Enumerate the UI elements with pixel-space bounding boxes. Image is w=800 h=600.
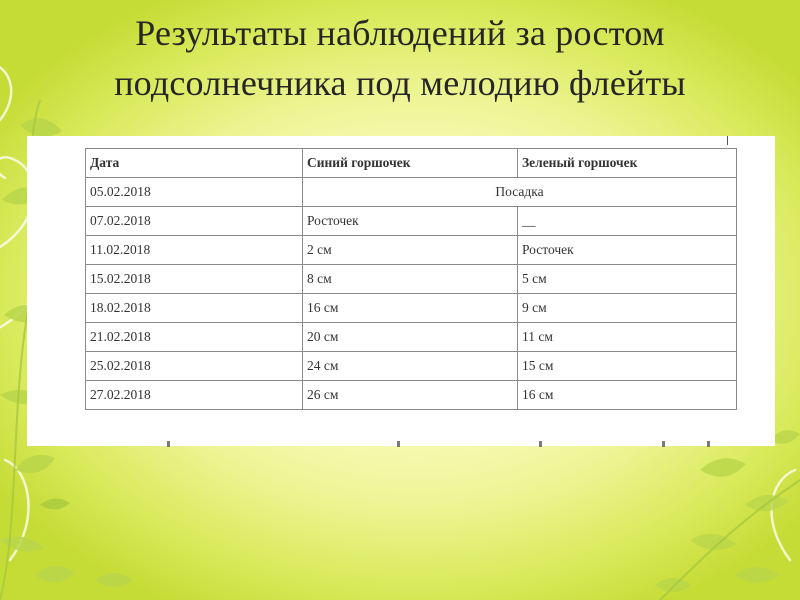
- green-pot-cell: 9 см: [518, 294, 737, 323]
- date-cell: 21.02.2018: [86, 323, 303, 352]
- table-row: [86, 265, 737, 294]
- header-date: Дата: [86, 149, 303, 178]
- date-cell: 15.02.2018: [86, 265, 303, 294]
- green-pot-cell: Росточек: [518, 236, 737, 265]
- slide-title-line-1: Результаты наблюдений за ростом: [135, 13, 665, 53]
- date-cell: 11.02.2018: [86, 236, 303, 265]
- table-row: [86, 381, 737, 410]
- blue-pot-cell: 26 см: [303, 381, 518, 410]
- table-row: [86, 352, 737, 381]
- blue-pot-cell: 24 см: [303, 352, 518, 381]
- green-pot-cell: 5 см: [518, 265, 737, 294]
- slide-title-line-2: подсолнечника под мелодию флейты: [114, 63, 686, 103]
- clipped-text-line: [167, 439, 712, 447]
- header-green-pot: Зеленый горшочек: [518, 149, 737, 178]
- blue-pot-cell: Росточек: [303, 207, 518, 236]
- date-cell: 25.02.2018: [86, 352, 303, 381]
- green-pot-cell: 15 см: [518, 352, 737, 381]
- table-row: [86, 323, 737, 352]
- growth-table: [85, 148, 737, 410]
- document-panel: [27, 136, 775, 446]
- table-row-planting: [86, 178, 737, 207]
- table-header-row: [86, 149, 737, 178]
- blue-pot-cell: 2 см: [303, 236, 518, 265]
- table-row: [86, 236, 737, 265]
- text-cursor-mark: [727, 136, 728, 145]
- slide-title: [60, 8, 740, 108]
- date-cell: 27.02.2018: [86, 381, 303, 410]
- table-row: [86, 207, 737, 236]
- date-cell: 07.02.2018: [86, 207, 303, 236]
- green-pot-cell: 11 см: [518, 323, 737, 352]
- planting-date: 05.02.2018: [86, 178, 303, 207]
- planting-note: Посадка: [303, 178, 737, 207]
- blue-pot-cell: 20 см: [303, 323, 518, 352]
- header-blue-pot: Синий горшочек: [303, 149, 518, 178]
- date-cell: 18.02.2018: [86, 294, 303, 323]
- blue-pot-cell: 16 см: [303, 294, 518, 323]
- green-pot-cell: 16 см: [518, 381, 737, 410]
- green-pot-cell: __: [518, 207, 737, 236]
- blue-pot-cell: 8 см: [303, 265, 518, 294]
- table-row: [86, 294, 737, 323]
